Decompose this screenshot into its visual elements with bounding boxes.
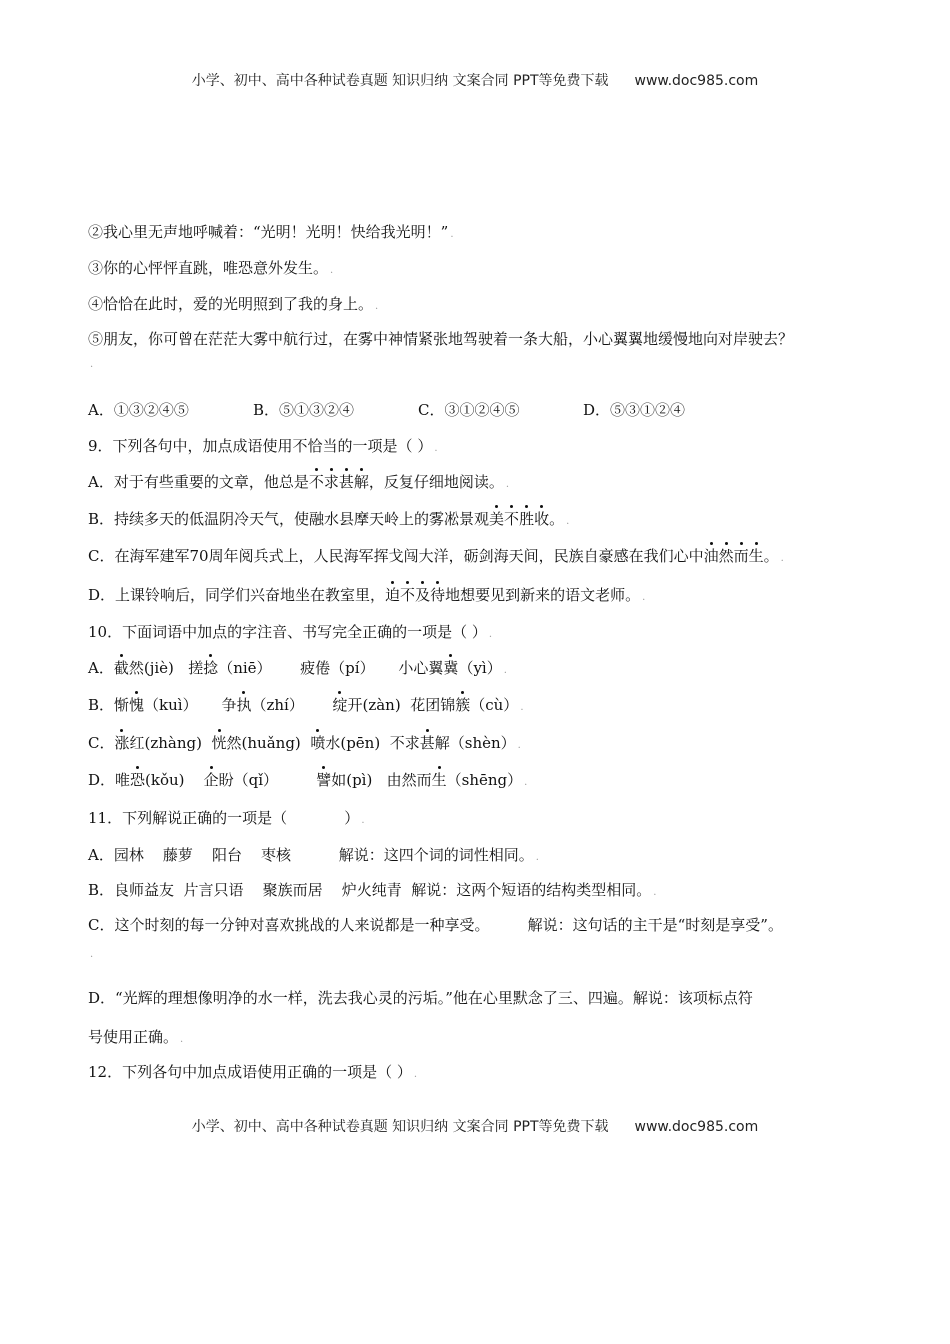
q9-b-pre: B．持续多天的低温阴冷天气，使融水县摩天岭上的雾凇景观: [88, 510, 490, 528]
q11-option-c-mark: .: [90, 949, 94, 960]
q10-d-part: 盼（qǐ）: [218, 771, 279, 789]
dotted-char: 截: [113, 659, 129, 677]
dotted-char: 待: [430, 586, 446, 604]
q10-option-a[interactable]: A．截然(jiè) 搓捻（niē） 疲倦（pí） 小心翼冀（yì） .: [88, 659, 507, 677]
q9-stem: 9．下列各句中，加点成语使用不恰当的一项是（ ） .: [88, 437, 438, 455]
q8-option-d[interactable]: D．⑤③①②④: [583, 401, 686, 419]
q10-c-part: 水(pēn): [325, 734, 381, 752]
q10-b-part: 开(zàn): [347, 696, 401, 714]
q9-a-pre: A．对于有些重要的文章，他总是: [88, 473, 309, 491]
q12-stem-text: 12．下列各句中加点成语使用正确的一项是（ ）: [88, 1063, 412, 1081]
q9-b-post: 。: [549, 510, 565, 528]
q10-a-part: 然(jiè): [128, 659, 174, 677]
q12-stem: 12．下列各句中加点成语使用正确的一项是（ ） .: [88, 1063, 418, 1081]
q11-a-text: A．园林 藤萝 阳台 枣核 解说：这四个词的词性相同。: [88, 846, 534, 864]
q11-option-d-cont: 号使用正确。 .: [88, 1028, 184, 1046]
q10-c-part: 不求: [380, 734, 420, 752]
q9-a-post: ，反复仔细地阅读。: [368, 473, 504, 491]
q10-c-part: [301, 734, 311, 752]
q8-option-b[interactable]: B．⑤①③②④: [253, 401, 355, 419]
q8-sentence-2: ②我心里无声地呼喊着：“光明！光明！快给我光明！” .: [88, 223, 454, 241]
dotted-char: 不: [504, 510, 520, 528]
q9-d-pre: D．上课铃响后，同学们兴奋地坐在教室里，: [88, 586, 386, 604]
page-header: [0, 70, 950, 90]
q8-option-c[interactable]: C．③①②④⑤: [418, 401, 520, 419]
dotted-char: 恍: [211, 734, 227, 752]
q11-d-line1: D．“光辉的理想像明净的水一样，洗去我心灵的污垢。”他在心里默念了三、四遍。解说：该项标点符: [88, 989, 753, 1007]
q10-stem: 10．下面词语中加点的字注音、书写完全正确的一项是（ ） .: [88, 623, 493, 641]
q10-c-part: 然(huǎng): [226, 734, 301, 752]
q10-option-d[interactable]: D．唯恐(kǒu) 企盼（qǐ） 譬如(pì) 由然而生（shēng） .: [88, 771, 528, 789]
dotted-char: 捻: [203, 659, 219, 677]
q9-option-b[interactable]: B．持续多天的低温阴冷天气，使融水县摩天岭上的雾凇景观美不胜收。 .: [88, 510, 570, 528]
dotted-char: 甚: [338, 473, 354, 491]
dotted-char: 收: [534, 510, 550, 528]
dotted-char: 解: [353, 473, 369, 491]
q8-sentence-3-text: ③你的心怦怦直跳，唯恐意外发生。: [88, 259, 329, 277]
q10-c-part: C．: [88, 734, 115, 752]
q9-c-post: 。: [763, 547, 779, 565]
q10-b-part: （zhí）: [251, 696, 304, 714]
dotted-char: 愧: [129, 696, 145, 714]
dotted-char: 冀: [443, 659, 459, 677]
q10-d-part: 由然而: [372, 771, 432, 789]
q10-a-part: 小心翼: [374, 659, 444, 677]
dotted-char: 美: [489, 510, 505, 528]
q10-c-part: 红(zhàng): [129, 734, 202, 752]
q10-option-b[interactable]: B．惭愧（kuì） 争执（zhí） 绽开(zàn) 花团锦簇（cù） .: [88, 696, 524, 714]
q8-option-a[interactable]: A．①③②④⑤: [88, 401, 189, 419]
q10-a-part: A．: [88, 659, 114, 677]
q10-d-part: [278, 771, 316, 789]
q11-d-line2: 号使用正确。: [88, 1028, 179, 1046]
footer-text: 小学、初中、高中各种试卷真题 知识归纳 文案合同 PPT等免费下载: [191, 1119, 609, 1135]
dotted-char: 绽: [332, 696, 348, 714]
dotted-char: 譬: [316, 771, 332, 789]
q11-c-text: C．这个时刻的每一分钟对喜欢挑战的人来说都是一种享受。 解说：这句话的主干是“时刻是享受”。: [88, 916, 783, 934]
q10-b-part: B．惭: [88, 696, 130, 714]
dotted-char: 不: [308, 473, 324, 491]
q8-sentence-4-text: ④恰恰在此时，爱的光明照到了我的身上。: [88, 295, 374, 313]
q9-option-a[interactable]: A．对于有些重要的文章，他总是不求甚解，反复仔细地阅读。 .: [88, 473, 510, 491]
dotted-char: 及: [415, 586, 431, 604]
q8-sentence-5-text: ⑤朋友，你可曾在茫茫大雾中航行过，在雾中神情紧张地驾驶着一条大船，小心翼翼地缓慢地向对岸驶去？: [88, 330, 794, 348]
q10-c-part: 解（shèn）: [434, 734, 516, 752]
q8-sentence-5-mark: .: [90, 359, 94, 370]
q9-option-c[interactable]: C．在海军建军70周年阅兵式上，人民海军挥戈闯大洋，砺剑海天间，民族自豪感在我们心中油然而生。 .: [88, 547, 784, 565]
dotted-char: 恐: [130, 771, 146, 789]
q10-b-part: [304, 696, 333, 714]
q8-sentence-2-text: ②我心里无声地呼喊着：“光明！光明！快给我光明！”: [88, 223, 449, 241]
q9-c-pre: C．在海军建军70周年阅兵式上，人民海军挥戈闯大洋，砺剑海天间，民族自豪感在我们心中: [88, 547, 704, 565]
header-url[interactable]: www.doc985.com: [634, 73, 759, 89]
q9-option-d[interactable]: D．上课铃响后，同学们兴奋地坐在教室里，迫不及待地想要见到新来的语文老师。 .: [88, 586, 646, 604]
dotted-char: 迫: [385, 586, 401, 604]
q11-option-a[interactable]: A．园林 藤萝 阳台 枣核 解说：这四个词的词性相同。 .: [88, 846, 539, 864]
q10-d-part: D．唯: [88, 771, 131, 789]
q11-option-c[interactable]: [88, 915, 783, 935]
dotted-char: 然: [718, 547, 734, 565]
q10-d-part: [185, 771, 204, 789]
q10-a-part: 疲: [271, 659, 316, 677]
q8-options: [88, 400, 685, 420]
q9-d-post: 地想要见到新来的语文老师。: [445, 586, 641, 604]
q10-c-part: [202, 734, 212, 752]
q8-sentence-4: ④恰恰在此时，爱的光明照到了我的身上。 .: [88, 295, 379, 313]
dotted-char: 而: [733, 547, 749, 565]
header-text: 小学、初中、高中各种试卷真题 知识归纳 文案合同 PPT等免费下载: [191, 73, 609, 89]
dotted-char: 胜: [519, 510, 535, 528]
dotted-char: 油: [703, 547, 719, 565]
dotted-char: 企: [203, 771, 219, 789]
q10-b-part: 争: [197, 696, 237, 714]
q11-stem-text: 11．下列解说正确的一项是（ ）: [88, 809, 360, 827]
q11-stem: 11．下列解说正确的一项是（ ） .: [88, 809, 365, 827]
q10-d-part: （shēng）: [446, 771, 523, 789]
dotted-char: 喷: [310, 734, 326, 752]
dotted-char: 涨: [114, 734, 130, 752]
q10-stem-text: 10．下面词语中加点的字注音、书写完全正确的一项是（ ）: [88, 623, 487, 641]
dotted-char: 生: [748, 547, 764, 565]
dotted-char: 求: [323, 473, 339, 491]
q10-option-c[interactable]: C．涨红(zhàng) 恍然(huǎng) 喷水(pēn) 不求甚解（shèn） .: [88, 734, 521, 752]
q10-a-part: 搓: [173, 659, 204, 677]
dotted-char: 生: [431, 771, 447, 789]
q10-b-part: 花团锦: [400, 696, 456, 714]
dotted-char: 执: [236, 696, 252, 714]
q10-b-part: （cù）: [470, 696, 519, 714]
q10-a-part: （yì）: [458, 659, 502, 677]
q10-a-part: 倦（pí）: [315, 659, 375, 677]
q10-d-part: (kǒu): [145, 771, 185, 789]
q10-a-part: （niē）: [218, 659, 272, 677]
dotted-char: 甚: [419, 734, 435, 752]
dotted-char: 簇: [455, 696, 471, 714]
q11-b-text: B．良师益友 片言只语 聚族而居 炉火纯青 解说：这两个短语的结构类型相同。: [88, 881, 652, 899]
q10-d-part: 如(pì): [331, 771, 373, 789]
q8-sentence-5: [88, 329, 793, 349]
dotted-char: 不: [400, 586, 416, 604]
q9-stem-text: 9．下列各句中，加点成语使用不恰当的一项是（ ）: [88, 437, 433, 455]
q8-sentence-3: ③你的心怦怦直跳，唯恐意外发生。 .: [88, 259, 334, 277]
q11-option-b[interactable]: B．良师益友 片言只语 聚族而居 炉火纯青 解说：这两个短语的结构类型相同。 .: [88, 881, 657, 899]
footer-url[interactable]: www.doc985.com: [634, 1119, 759, 1135]
q10-b-part: （kuì）: [144, 696, 198, 714]
page-footer: [0, 1116, 950, 1136]
q11-option-d[interactable]: [88, 988, 753, 1008]
